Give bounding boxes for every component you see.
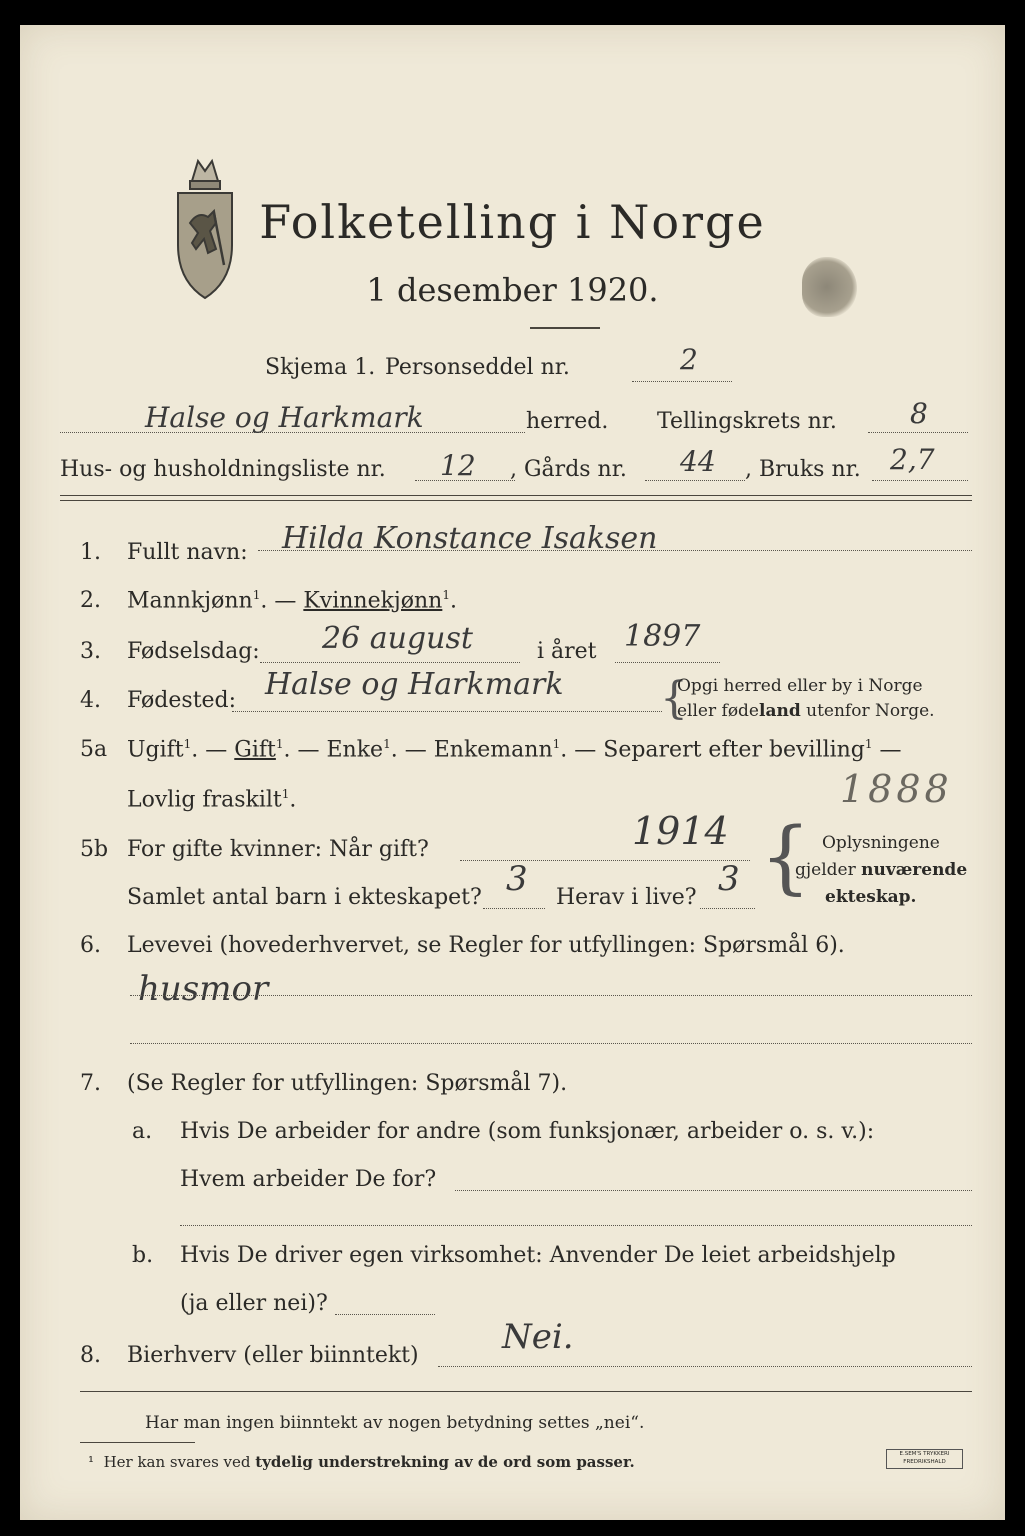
printer-stamp: E.SEM'S TRYKKERI FREDRIKSHALD [886, 1449, 963, 1469]
personseddel-value: 2 [680, 343, 698, 376]
q6-label: Levevei (hovederhvervet, se Regler for utfyllingen: Spørsmål 6). [127, 933, 845, 958]
q3-field-line [260, 662, 520, 663]
q4-note-1: Opgi herred eller by i Norge [677, 676, 923, 696]
header-separator [60, 495, 972, 496]
gards-value: 44 [680, 445, 716, 478]
q1-value: Hilda Konstance Isaksen [282, 521, 658, 556]
q4-field-line [232, 711, 662, 712]
header-separator-2 [60, 500, 972, 501]
gards-field-line [645, 480, 745, 481]
q4-value: Halse og Harkmark [265, 667, 564, 702]
bruks-field-line [872, 480, 968, 481]
q5a-number: 5a [80, 737, 108, 762]
q8-label: Bierhverv (eller biinntekt) [127, 1343, 419, 1368]
footer-note: Har man ingen biinntekt av nogen betydning settes „nei“. [145, 1413, 645, 1433]
census-form [20, 25, 1005, 1520]
census-date: 1 desember 1920. [366, 271, 659, 309]
q5b-note-1: Oplysningene [822, 833, 940, 853]
ink-stain [802, 257, 857, 317]
q6-number: 6. [80, 933, 101, 958]
personseddel-field-line [632, 381, 732, 382]
q2-mann: Mannkjønn [127, 588, 253, 614]
footnote-rule [80, 1442, 195, 1443]
q7-label: (Se Regler for utfyllingen: Spørsmål 7). [127, 1071, 568, 1096]
q3-year-value: 1897 [624, 619, 701, 654]
bruks-label: , Bruks nr. [745, 457, 861, 482]
bruks-value: 2,7 [890, 443, 935, 476]
q7a-letter: a. [132, 1119, 153, 1144]
herred-label: herred. [526, 409, 609, 434]
q5b-label: For gifte kvinner: Når gift? [127, 837, 429, 862]
skjema-label: Skjema 1. [265, 355, 376, 380]
q3-year-label: i året [537, 639, 597, 664]
q7b-sub: (ja eller nei)? [180, 1291, 328, 1316]
title-divider [530, 327, 600, 329]
q5b-barn-line [483, 908, 545, 909]
footnote: ¹ Her kan svares ved tydelig understrekning av de ord som passer. [88, 1453, 635, 1471]
q1-number: 1. [80, 540, 101, 565]
q5a-options: Ugift$^1$. — Gift$^1$. — Enke$^1$. — Enkemann$^1$. — Separert efter bevilling$^1$ — [127, 737, 902, 763]
q5b-barn-value: 3 [506, 859, 528, 899]
q6-field-line-1 [130, 995, 972, 996]
tellingskrets-field-line [868, 432, 968, 433]
q3-value: 26 august [322, 621, 473, 656]
q3-number: 3. [80, 639, 101, 664]
q5b-number: 5b [80, 837, 109, 862]
q5a-gift-selected: Gift [234, 737, 276, 763]
q5b-note-2: gjelder nuværende [795, 860, 968, 880]
q1-label: Fullt navn: [127, 540, 248, 565]
personseddel-label: Personseddel nr. [385, 355, 570, 380]
q5a-annotation: 1888 [840, 767, 953, 811]
q7b-letter: b. [132, 1243, 154, 1268]
q3-label: Fødselsdag: [127, 639, 260, 664]
q8-number: 8. [80, 1343, 101, 1368]
husholdningsliste-label: Hus- og husholdningsliste nr. [60, 457, 386, 482]
q7a-field-line [455, 1190, 972, 1191]
q2-kvinne-selected: Kvinnekjønn [303, 588, 443, 614]
q7a-label: Hvis De arbeider for andre (som funksjonær, arbeider o. s. v.): [180, 1119, 875, 1144]
q4-brace: { [660, 673, 688, 724]
q8-field-line [438, 1366, 972, 1367]
q6-field-line-2 [130, 1043, 972, 1044]
q5b-live-line [700, 908, 755, 909]
gards-label: , Gårds nr. [510, 457, 627, 482]
q7b-label: Hvis De driver egen virksomhet: Anvender De leiet arbeidshjelp [180, 1243, 896, 1268]
q4-note-2: eller fødeland utenfor Norge. [677, 701, 935, 721]
q4-number: 4. [80, 688, 101, 713]
q7a-sub: Hvem arbeider De for? [180, 1167, 437, 1192]
tellingskrets-value: 8 [910, 397, 928, 430]
tellingskrets-label: Tellingskrets nr. [657, 409, 837, 434]
q2-number: 2. [80, 588, 101, 613]
q5a-lovlig: Lovlig fraskilt$^1$. [127, 787, 297, 813]
q6-value: husmor [138, 969, 269, 1009]
herred-value: Halse og Harkmark [145, 401, 424, 434]
q7a-field-line-2 [180, 1225, 972, 1226]
q8-value: Nei. [502, 1317, 574, 1357]
q2-options: Mannkjønn$^1$. — Kvinnekjønn$^1$. [127, 588, 457, 614]
q3-year-line [615, 662, 720, 663]
q5b-brace: { [760, 810, 811, 903]
form-title: Folketelling i Norge [259, 195, 766, 249]
footer-separator [80, 1391, 972, 1392]
q7b-field-line [335, 1314, 435, 1315]
q7-number: 7. [80, 1071, 101, 1096]
q5b-note-3: ekteskap. [825, 887, 917, 907]
q5b-live-label: Herav i live? [556, 885, 697, 910]
q5b-barn-label: Samlet antal barn i ekteskapet? [127, 885, 482, 910]
q5b-live-value: 3 [718, 859, 740, 899]
q5b-field-line [460, 860, 750, 861]
husholdningsliste-value: 12 [440, 449, 476, 482]
q5b-value: 1914 [632, 809, 729, 853]
q4-label: Fødested: [127, 688, 237, 713]
